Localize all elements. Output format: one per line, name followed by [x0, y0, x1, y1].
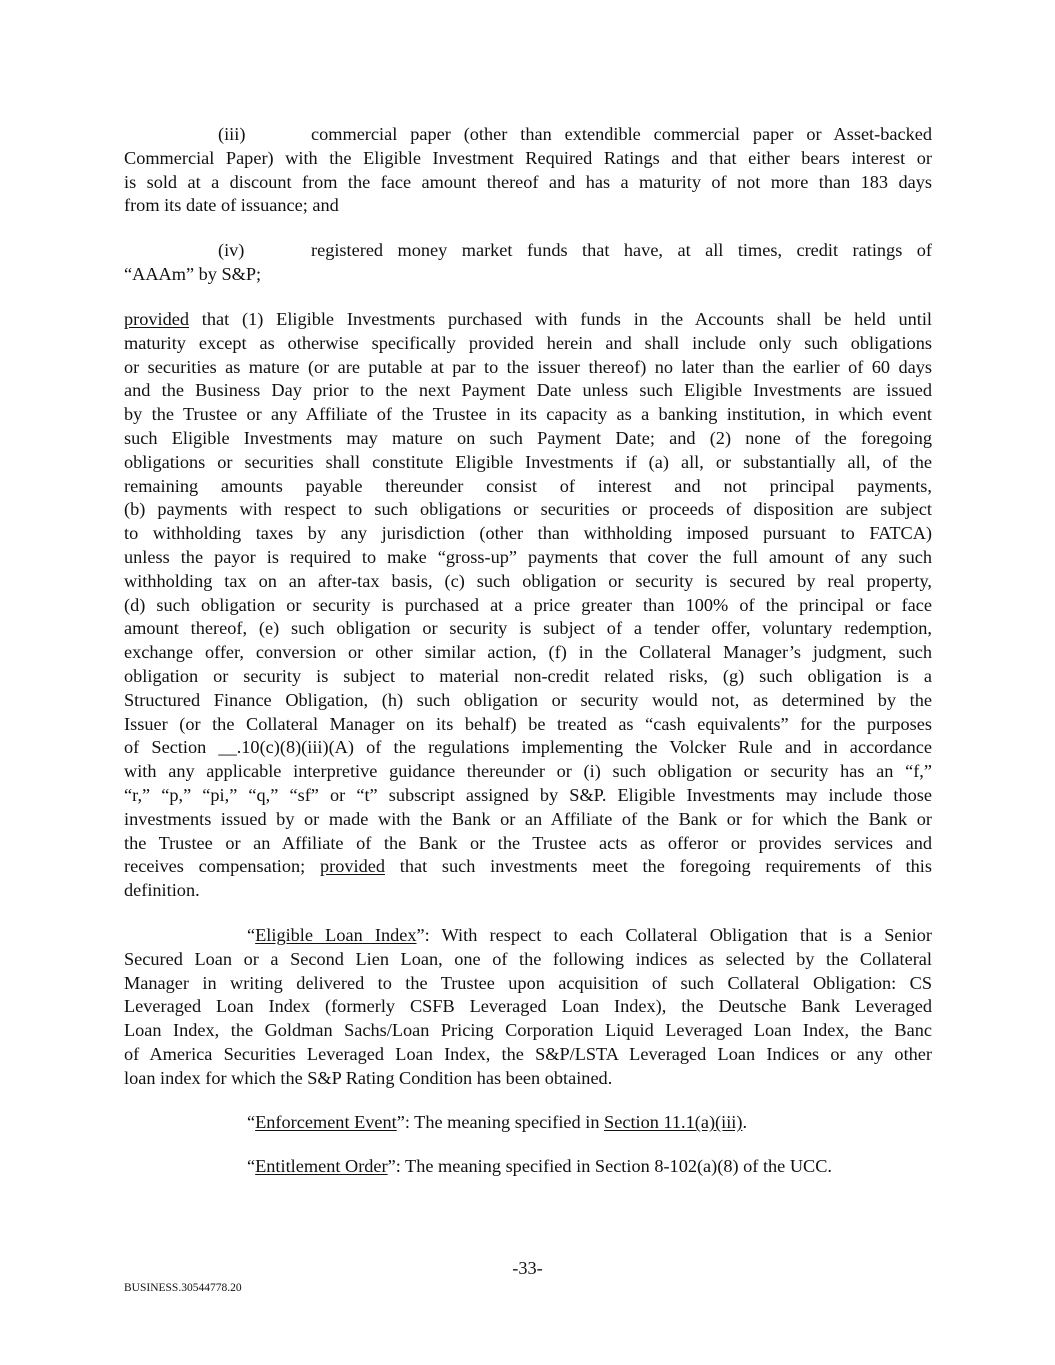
text-line: [124, 1067, 932, 1091]
text-line: [124, 760, 932, 784]
text-segment: with any applicable interpretive guidance thereunder or (i) such obligation or security has an “f,”: [124, 761, 932, 782]
text-segment: “: [247, 1112, 256, 1132]
text-segment: (d) such obligation or security is purchased at a price greater than 100% of the principal or face: [124, 594, 932, 615]
text-line: [124, 1111, 932, 1135]
text-segment: obligations or securities shall constitute Eligible Investments if (a) all, or substantially all, of the: [124, 451, 932, 472]
text-line: [124, 879, 932, 903]
defined-term: provided: [124, 309, 189, 329]
text-line: [124, 194, 932, 218]
text-line: [124, 736, 932, 760]
document-id-footer: BUSINESS.30544778.20: [124, 1282, 242, 1294]
text-line: [124, 948, 932, 972]
text-line: [124, 475, 932, 499]
item-label: (iv): [218, 240, 245, 260]
text-segment: Structured Finance Obligation, (h) such obligation or security would not, as determined by the: [124, 689, 932, 710]
text-line: [124, 171, 932, 195]
defined-term: Enforcement Event: [255, 1112, 397, 1132]
text-segment: ”: The meaning specified in: [396, 1112, 605, 1132]
text-segment: registered money market funds that have, at all times, credit ratings of: [311, 240, 932, 260]
definition-enforcement-event: [124, 1111, 932, 1135]
text-segment: “r,” “p,” “pi,” “q,” “sf” or “t” subscript assigned by S&P. Eligible Investments may include those: [124, 784, 932, 805]
text-line: [124, 570, 932, 594]
defined-term: Section 11.1(a)(iii): [604, 1112, 743, 1132]
text-segment: or securities as mature (or are putable at par to the issuer thereof) no later than the earlier of 60 days: [124, 356, 932, 377]
text-segment: (b) payments with respect to such obligations or securities or proceeds of disposition are subject: [124, 499, 932, 520]
text-segment: of Section __.10(c)(8)(iii)(A) of the regulations implementing the Volcker Rule and in accordance: [124, 737, 932, 758]
text-segment: commercial paper (other than extendible commercial paper or Asset-backed: [311, 124, 932, 144]
defined-term: Eligible Loan Index: [255, 925, 417, 945]
text-line: [124, 332, 932, 356]
text-line: [124, 356, 932, 380]
text-line: [124, 689, 932, 713]
text-segment: Manager in writing delivered to the Trustee upon acquisition of such Collateral Obligation: CS: [124, 972, 932, 993]
text-segment: ”: With respect to each Collateral Obligation that is a Senior: [416, 925, 932, 945]
text-segment: ”: The meaning specified in Section 8-102(a)(8) of the UCC.: [387, 1156, 833, 1176]
text-segment: Leveraged Loan Index (formerly CSFB Leveraged Loan Index), the Deutsche Bank Leveraged: [124, 996, 932, 1017]
text-line: [124, 594, 932, 618]
text-segment: maturity except as otherwise specifically provided herein and shall include only such obligations: [124, 332, 932, 353]
text-segment: of America Securities Leveraged Loan Index, the S&P/LSTA Leveraged Loan Indices or any other: [124, 1043, 932, 1064]
text-segment: obligation or security is subject to material non-credit related risks, (g) such obligation is a: [124, 665, 932, 686]
text-line: [124, 147, 932, 171]
item-label: (iii): [218, 124, 246, 144]
paragraph-item-iii: [124, 123, 932, 218]
defined-term: provided: [320, 856, 385, 877]
text-segment: that such investments meet the foregoing requirements of this: [384, 856, 932, 877]
paragraph-provided-clause: [124, 308, 932, 903]
text-segment: Secured Loan or a Second Lien Loan, one of the following indices as selected by the Collateral: [124, 948, 932, 969]
text-line: [124, 641, 932, 665]
text-segment: investments issued by or made with the Bank or an Affiliate of the Bank or for which the Bank or: [124, 808, 932, 829]
text-line: [124, 1155, 932, 1179]
paragraph-item-iv: [124, 239, 932, 287]
text-segment: such Eligible Investments may mature on such Payment Date; and (2) none of the foregoing: [124, 427, 932, 448]
definition-eligible-loan-index: [124, 924, 932, 1091]
text-segment: “AAAm” by S&P;: [124, 263, 262, 284]
text-line: [124, 403, 932, 427]
text-segment: Commercial Paper) with the Eligible Investment Required Ratings and that either bears interest or: [124, 147, 932, 168]
text-segment: is sold at a discount from the face amount thereof and has a maturity of not more than 183 days: [124, 171, 932, 192]
text-segment: exchange offer, conversion or other similar action, (f) in the Collateral Manager’s judgment, such: [124, 642, 932, 663]
text-line: [124, 1019, 932, 1043]
definition-entitlement-order: [124, 1155, 932, 1179]
text-segment: that (1) Eligible Investments purchased with funds in the Accounts shall be held until: [188, 309, 932, 329]
text-line: [124, 832, 932, 856]
text-segment: Loan Index, the Goldman Sachs/Loan Pricing Corporation Liquid Leveraged Loan Index, the Banc: [124, 1020, 932, 1041]
text-segment: by the Trustee or any Affiliate of the Trustee in its capacity as a banking institution, in which event: [124, 404, 932, 425]
text-segment: “: [247, 925, 256, 945]
text-line: [124, 784, 932, 808]
text-line: [124, 972, 932, 996]
text-segment: “: [247, 1156, 256, 1176]
text-line: [124, 379, 932, 403]
text-line: [124, 546, 932, 570]
defined-term: Entitlement Order: [255, 1156, 388, 1176]
text-segment: to withholding taxes by any jurisdiction (other than withholding imposed pursuant to FATCA): [124, 523, 932, 544]
text-line: [124, 855, 932, 879]
text-segment: .: [742, 1112, 748, 1132]
text-line: [124, 1043, 932, 1067]
text-segment: amount thereof, (e) such obligation or security is subject of a tender offer, voluntary redemption,: [124, 618, 932, 639]
text-line: [124, 617, 932, 641]
text-line: [124, 665, 932, 689]
text-segment: and the Business Day prior to the next Payment Date unless such Eligible Investments are issued: [124, 380, 932, 401]
text-line: [124, 451, 932, 475]
text-segment: definition.: [124, 880, 200, 901]
text-segment: from its date of issuance; and: [124, 195, 339, 216]
text-line: [124, 995, 932, 1019]
page-number: -33-: [512, 1258, 543, 1278]
text-line: [124, 263, 932, 287]
text-segment: loan index for which the S&P Rating Condition has been obtained.: [124, 1067, 613, 1088]
text-segment: receives compensation;: [124, 856, 320, 877]
text-line: [124, 239, 932, 263]
text-line: [124, 808, 932, 832]
text-line: [124, 924, 932, 948]
text-segment: remaining amounts payable thereunder consist of interest and not principal payments,: [124, 475, 932, 496]
text-segment: unless the payor is required to make “gross-up” payments that cover the full amount of any such: [124, 546, 932, 567]
text-segment: Issuer (or the Collateral Manager on its behalf) be treated as “cash equivalents” for the purposes: [124, 713, 932, 734]
text-line: [124, 713, 932, 737]
text-segment: withholding tax on an after-tax basis, (c) such obligation or security is secured by real property,: [124, 570, 932, 591]
text-line: [124, 498, 932, 522]
text-line: [124, 308, 932, 332]
text-segment: the Trustee or an Affiliate of the Bank or the Trustee acts as offeror or provides services and: [124, 832, 932, 853]
text-line: [124, 522, 932, 546]
text-line: [124, 427, 932, 451]
